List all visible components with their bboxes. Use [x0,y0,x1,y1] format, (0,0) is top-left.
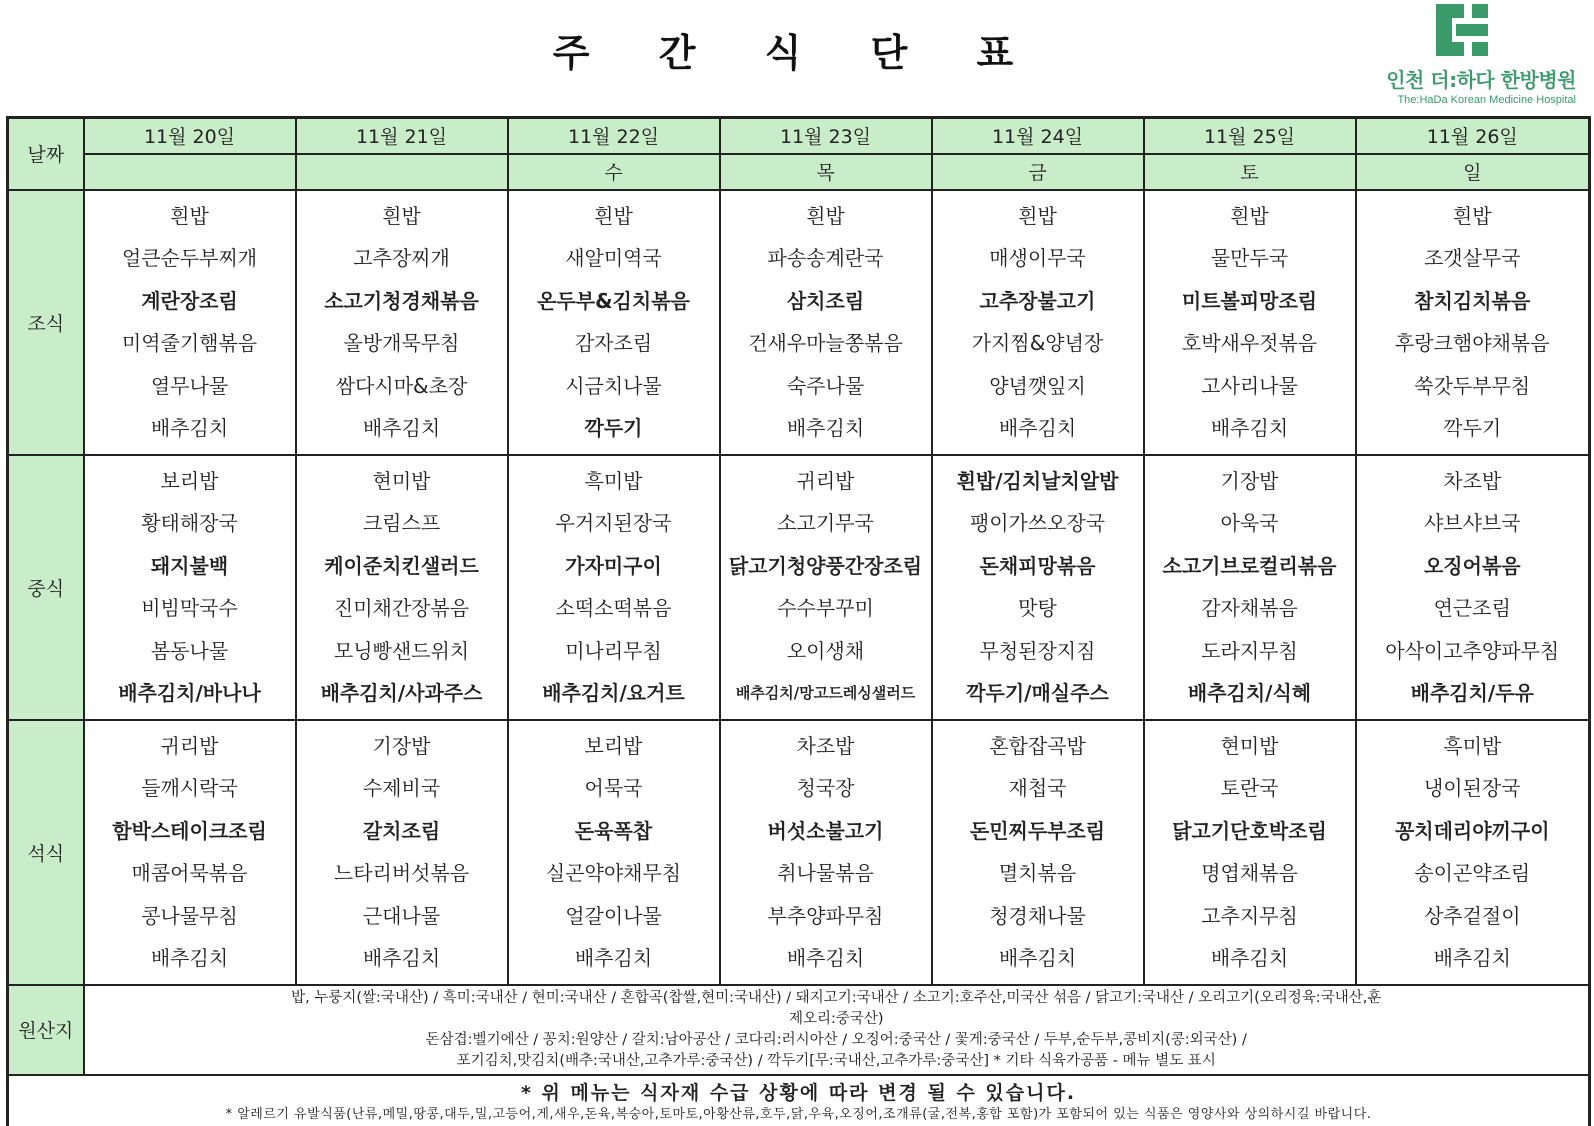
menu-item: 시금치나물 [565,373,662,398]
menu-item: 차조밥 [796,733,855,758]
menu-item: 청국장 [796,776,855,800]
menu-item: 고추장찌개 [353,246,450,270]
menu-item: 실곤약야채무침 [545,861,682,885]
menu-item: 현미밥 [1220,733,1279,758]
menu-item: 돈민찌두부조림 [969,818,1106,843]
menu-item: 배추김치 [150,946,229,970]
menu-item: 흰밥 [1018,203,1057,228]
menu-item: 흑미밥 [584,468,643,493]
menu-item: 맛탕 [1018,596,1057,620]
menu-item: 명엽채볶음 [1201,861,1298,885]
menu-item: 콩나물무침 [141,903,238,928]
menu-item: 느타리버섯볶음 [333,861,470,885]
menu-item: 샤브샤브국 [1423,511,1521,535]
date-header: 11월 20일 [84,118,296,154]
menu-item: 수수부꾸미 [777,596,874,620]
origin-line: 포기김치,맛김치(배추:국내산,고추가루:중국산) / 깍두기[무:국내산,고추가루:중국산] * 기타 식육가공품 - 메뉴 별도 표시 [456,1052,1216,1069]
menu-item: 양념깻잎지 [989,373,1086,398]
menu-item: 돈육폭찹 [574,818,653,843]
breakfast-menu-cell [720,190,932,455]
menu-item: 파송송계란국 [767,246,884,270]
breakfast-menu-cell [84,190,296,455]
menu-item: 배추김치/요거트 [542,681,685,705]
menu-item: 황태해장국 [141,511,238,535]
menu-item: 흰밥 [594,203,633,228]
breakfast-menu-cell [508,190,720,455]
menu-item: 소떡소떡볶음 [555,596,672,620]
dinner-menu-cell [720,720,932,985]
menu-item: 흰밥 [806,203,845,228]
menu-item: 귀리밥 [796,468,855,493]
menu-item: 연근조림 [1433,596,1511,620]
menu-item: 흰밥 [1452,203,1492,228]
menu-item: 버섯소불고기 [767,818,884,843]
date-header: 11월 24일 [932,118,1144,154]
lunch-menu-cell [84,455,296,720]
menu-item: 쌈다시마&초장 [335,373,468,398]
breakfast-menu-cell [1144,190,1356,455]
weekday-header: 목 [720,154,932,190]
menu-item: 호박새우젓볶음 [1181,331,1318,355]
menu-item: 상추겉절이 [1423,903,1521,928]
menu-item: 배추김치 [362,946,441,970]
menu-item: 들깨시락국 [141,776,238,800]
menu-item: 보리밥 [160,468,219,493]
date-header: 11월 21일 [296,118,508,154]
dinner-menu-cell [932,720,1144,985]
menu-item: 수제비국 [362,776,441,800]
menu-item: 닭고기청양풍간장조림 [728,553,923,578]
dinner-menu-cell [84,720,296,985]
menu-item: 후랑크햄야채볶음 [1394,331,1550,355]
menu-item: 배추김치/두유 [1410,681,1534,705]
menu-item: 근대나물 [362,903,441,928]
dinner-menu-cell [1356,720,1590,985]
menu-item: 쑥갓두부무침 [1414,373,1531,398]
menu-item: 갈치조림 [362,818,441,843]
breakfast-menu-cell [296,190,508,455]
menu-item: 새알미역국 [565,246,662,270]
lunch-menu-cell [1356,455,1590,720]
lunch-label: 중식 [8,455,84,720]
menu-item: 아욱국 [1220,511,1279,535]
menu-item: 숙주나물 [786,373,865,398]
weekday-header: 수 [508,154,720,190]
menu-item: 돈채피망볶음 [979,553,1096,578]
menu-item: 배추김치/바나나 [118,681,261,705]
menu-item: 배추김치 [1433,946,1511,970]
menu-item: 올방개묵무침 [343,331,460,355]
menu-item: 고사리나물 [1201,373,1298,398]
menu-item: 감자조림 [574,331,653,355]
menu-item: 소고기브로컬리볶음 [1162,553,1337,578]
logo-subtitle: The:HaDa Korean Medicine Hospital [1397,94,1576,106]
menu-item: 꽁치데리야끼구이 [1394,818,1550,843]
menu-item: 귀리밥 [160,733,219,758]
weekday-header: 일 [1356,154,1590,190]
weekday-header [84,154,296,190]
menu-item: 차조밥 [1443,468,1502,493]
origin-info [84,985,1590,1075]
origin-line: 밥, 누룽지(쌀:국내산) / 흑미:국내산 / 현미:국내산 / 혼합곡(찹쌀,현미:국내산) / 돼지고기:국내산 / 소고기:호주산,미국산 섞음 / 닭고기:국내산 / 오리고기(오리정육:국내산,훈 [291,989,1382,1006]
menu-item: 고추지무침 [1201,903,1298,928]
menu-item: 열무나물 [150,373,229,398]
date-header: 11월 26일 [1356,118,1590,154]
menu-item: 참치김치볶음 [1414,288,1531,313]
menu-item: 흑미밥 [1443,733,1502,758]
dinner-label: 석식 [8,720,84,985]
menu-item: 얼큰순두부찌개 [121,246,258,270]
menu-item: 소고기무국 [777,511,874,535]
weekday-header: 금 [932,154,1144,190]
menu-item: 송이곤약조림 [1414,861,1531,885]
date-header: 11월 25일 [1144,118,1356,154]
menu-item: 배추김치/사과주스 [320,681,483,705]
menu-item: 케이준치킨샐러드 [324,553,479,578]
menu-item: 흰밥/김치날치알밥 [956,468,1119,493]
menu-item: 흰밥 [170,203,209,228]
menu-item: 조갯살무국 [1423,246,1521,270]
menu-item: 기장밥 [1220,468,1279,493]
menu-item: 소고기청경채볶음 [324,288,479,313]
menu-item: 배추김치/망고드레싱샐러드 [735,684,916,702]
lunch-menu-cell [1144,455,1356,720]
menu-item: 돼지불백 [150,553,229,578]
origin-line: 제오리:중국산) [788,1010,884,1027]
menu-item: 진미채간장볶음 [333,596,470,620]
date-label: 날짜 [8,118,84,190]
menu-item: 우거지된장국 [555,511,672,535]
notice-main: * 위 메뉴는 식자재 수급 상황에 따라 변경 될 수 있습니다. [520,1081,1077,1104]
menu-item: 건새우마늘쫑볶음 [748,331,903,355]
menu-item: 매생이무국 [989,246,1086,270]
menu-item: 삼치조림 [786,288,865,313]
menu-item: 크림스프 [362,511,441,535]
menu-item: 배추김치 [1210,416,1289,440]
menu-item: 미나리무침 [565,638,662,663]
page-title: 주 간 식 단 표 [552,31,1042,75]
menu-item: 현미밥 [372,468,431,493]
menu-item: 배추김치/식혜 [1187,681,1312,705]
weekday-header: 토 [1144,154,1356,190]
menu-item: 봄동나물 [150,638,229,663]
logo-mark-icon [1436,4,1496,56]
weekday-header [296,154,508,190]
menu-item: 냉이된장국 [1423,776,1521,800]
menu-item: 물만두국 [1210,246,1289,270]
menu-item: 배추김치 [1210,946,1289,970]
notice-box [8,1075,1590,1126]
menu-item: 배추김치 [362,416,441,440]
menu-item: 온두부&김치볶음 [537,288,690,313]
menu-item: 얼갈이나물 [565,903,662,928]
menu-item: 깍두기 [1443,416,1502,440]
menu-item: 기장밥 [372,733,431,758]
menu-item: 배추김치 [574,946,653,970]
lunch-menu-cell [932,455,1144,720]
menu-item: 청경채나물 [989,903,1086,928]
menu-item: 보리밥 [584,733,643,758]
date-header: 11월 23일 [720,118,932,154]
menu-item: 아삭이고추양파무침 [1385,638,1560,663]
menu-item: 오이생채 [786,638,865,663]
dinner-menu-cell [508,720,720,985]
menu-item: 배추김치 [786,946,865,970]
menu-item: 배추김치 [998,416,1077,440]
menu-item: 가자미구이 [565,553,662,578]
menu-item: 고추장불고기 [979,288,1096,313]
date-header: 11월 22일 [508,118,720,154]
menu-item: 가지찜&양념장 [971,331,1104,355]
allergy-notice: * 알레르기 유발식품(난류,메밀,땅콩,대두,밀,고등어,게,새우,돈육,복숭아,토마토,아황산류,호두,닭,우육,오징어,조개류(굴,전복,홍합 포함)가 포함되어 있는 식품은 영양사와 상의하시길 바랍니다. [225,1106,1372,1122]
menu-item: 혼합잡곡밥 [989,733,1086,758]
origin-line: 돈삼겹:벨기에산 / 꽁치:원양산 / 갈치:남아공산 / 코다리:러시아산 / 오징어:중국산 / 꽃게:중국산 / 두부,순두부,콩비지(콩:외국산) / [425,1031,1247,1048]
menu-item: 흰밥 [1230,203,1269,228]
menu-item: 닭고기단호박조림 [1172,818,1327,843]
menu-item: 무청된장지짐 [979,638,1096,663]
dinner-menu-cell [1144,720,1356,985]
origin-label: 원산지 [8,985,84,1075]
lunch-menu-cell [508,455,720,720]
menu-item: 깍두기/매실주스 [966,681,1109,705]
menu-item: 취나물볶음 [777,861,874,885]
lunch-menu-cell [296,455,508,720]
menu-item: 계란장조림 [141,288,238,313]
logo-name: 인천 더:하다 한방병원 [1386,68,1576,92]
menu-item: 도라지무침 [1201,638,1298,663]
dinner-menu-cell [296,720,508,985]
breakfast-menu-cell [932,190,1144,455]
menu-item: 부추양파무침 [767,903,884,928]
menu-item: 비빔막국수 [141,596,238,620]
breakfast-label: 조식 [8,190,84,455]
menu-item: 깍두기 [584,416,643,440]
menu-item: 어묵국 [584,776,643,800]
menu-item: 배추김치 [150,416,229,440]
menu-item: 멸치볶음 [998,861,1077,885]
menu-item: 배추김치 [786,416,865,440]
menu-item: 매콤어묵볶음 [131,861,248,885]
menu-item: 미역줄기햄볶음 [121,331,258,355]
menu-item: 흰밥 [382,203,421,228]
menu-item: 감자채볶음 [1201,596,1298,620]
weekly-menu-table [6,116,1591,1126]
menu-item: 함박스테이크조림 [112,818,267,843]
menu-item: 토란국 [1220,776,1279,800]
menu-item: 재첩국 [1008,776,1067,800]
menu-item: 배추김치 [998,946,1077,970]
menu-item: 오징어볶음 [1423,553,1521,578]
lunch-menu-cell [720,455,932,720]
breakfast-menu-cell [1356,190,1590,455]
menu-item: 팽이가쓰오장국 [969,511,1106,535]
menu-item: 모닝빵샌드위치 [333,638,470,663]
menu-item: 미트볼피망조림 [1181,288,1318,313]
hospital-logo [1366,4,1576,112]
